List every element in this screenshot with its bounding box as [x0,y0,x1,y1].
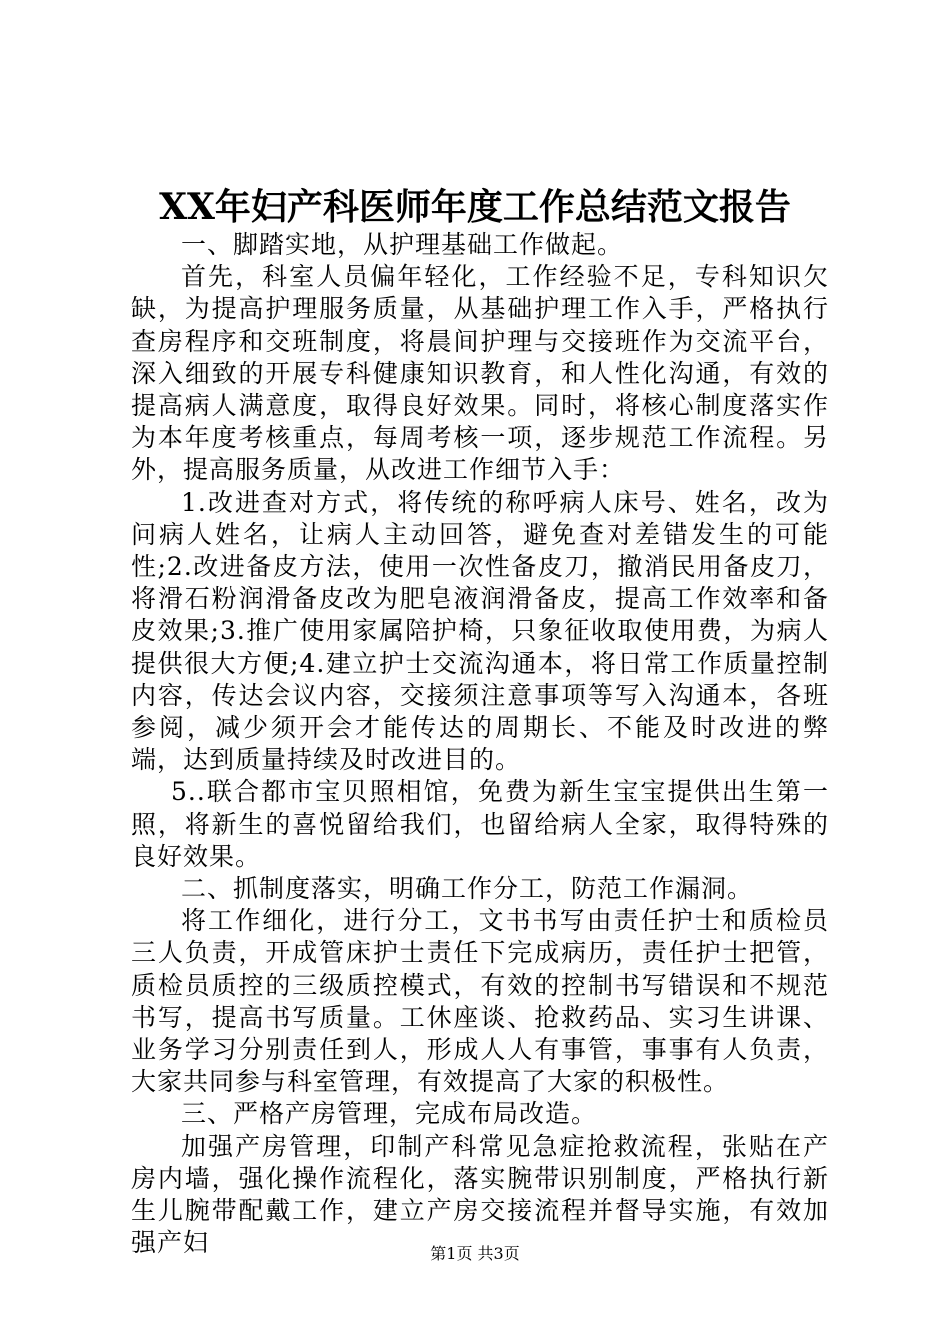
page-footer: 第1页 共3页 [430,1244,520,1263]
body-paragraph: 首先，科室人员偏年轻化，工作经验不足，专科知识欠缺，为提高护理服务质量，从基础护理工作入手，严格执行查房程序和交班制度，将晨间护理与交接班作为交流平台，深入细致的开展专科健康知识教育，和人性化沟通，有效的提高病人满意度，取得良好效果。同时，将核心制度落实作为本年度考核重点，每周考核一项，逐步规范工作流程。另外，提高服务质量，从改进工作细节入手： [131,262,829,485]
document-body [131,229,829,1260]
body-paragraph: 1.改进查对方式，将传统的称呼病人床号、姓名，改为问病人姓名，让病人主动回答，避免查对差错发生的可能性;2.改进备皮方法，使用一次性备皮刀，撤消民用备皮刀，将滑石粉润滑备皮改为肥皂液润滑备皮，提高工作效率和备皮效果;3.推广使用家属陪护椅，只象征收取使用费，为病人提供很大方便;4.建立护士交流沟通本，将日常工作质量控制内容，传达会议内容，交接须注意事项等写入沟通本，各班参阅，减少须开会才能传达的周期长、不能及时改进的弊端，达到质量持续及时改进目的。 [131,487,829,775]
document-title: XX年妇产科医师年度工作总结范文报告 [159,186,791,228]
body-paragraph: 5..联合都市宝贝照相馆，免费为新生宝宝提供出生第一照，将新生的喜悦留给我们，也留给病人全家，取得特殊的良好效果。 [131,777,829,871]
body-paragraph: 将工作细化，进行分工，文书书写由责任护士和质检员三人负责，开成管床护士责任下完成病历，责任护士把管，质检员质控的三级质控模式，有效的控制书写错误和不规范书写，提高书写质量。工休座谈、抢救药品、实习生讲课、业务学习分别责任到人，形成人人有事管，事事有人负责，大家共同参与科室管理，有效提高了大家的积极性。 [131,906,829,1097]
body-paragraph: 加强产房管理，印制产科常见急症抢救流程，张贴在产房内墙，强化操作流程化，落实腕带识别制度，严格执行新生儿腕带配戴工作，建立产房交接流程并督导实施，有效加强产妇 [131,1131,829,1258]
section-heading-2: 二、抓制度落实，明确工作分工，防范工作漏洞。 [181,874,754,904]
section-heading-1: 一、脚踏实地，从护理基础工作做起。 [181,230,624,259]
section-heading-3: 三、严格产房管理，完成布局改造。 [181,1099,598,1129]
